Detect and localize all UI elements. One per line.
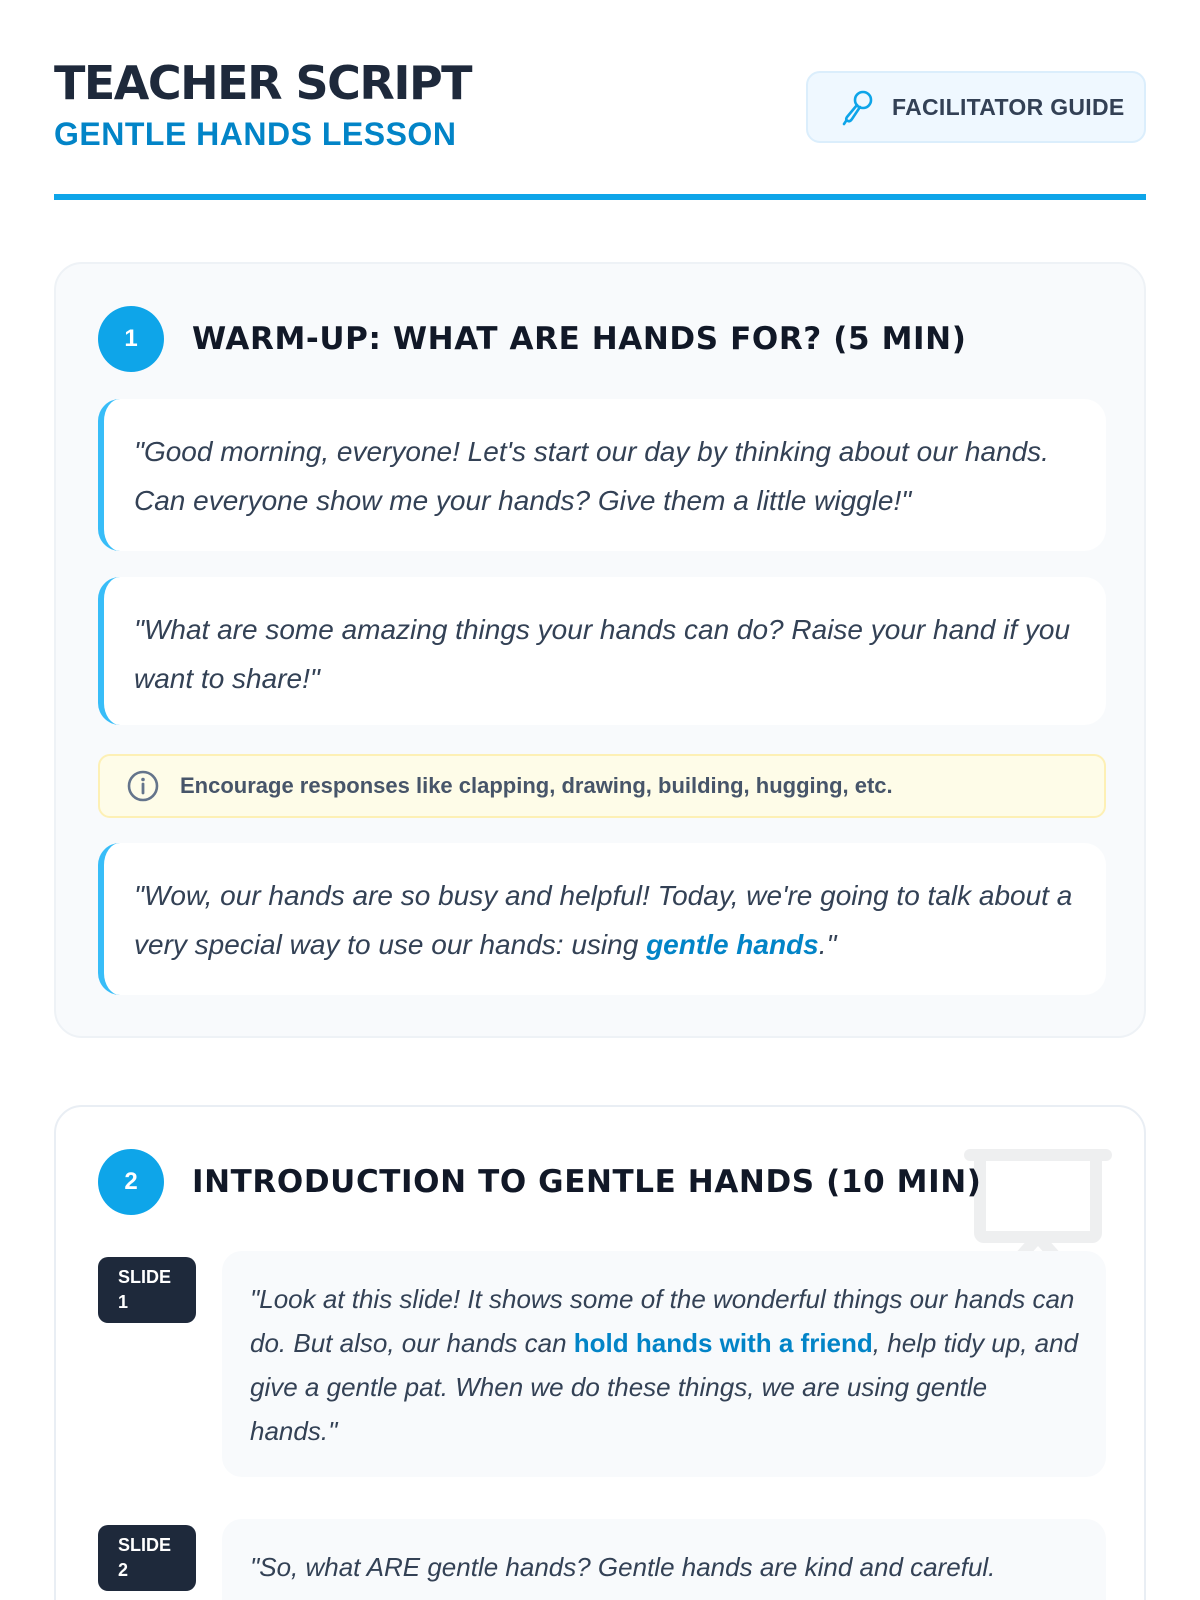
tip-text: Encourage responses like clapping, drawing, building, hugging, etc.: [180, 773, 893, 798]
facilitator-guide-badge: [806, 71, 1146, 143]
quote-text: "Look at this slide! It shows some of the wonderful things our hands can do. But also, our hands can: [250, 1284, 1075, 1358]
info-icon: [126, 769, 160, 803]
slide-tag: [98, 1525, 196, 1591]
teacher-tip: [98, 754, 1106, 818]
section-header: [98, 306, 967, 372]
slide-tag-word: SLIDE: [118, 1267, 172, 1287]
script-quote: [98, 843, 1106, 995]
section-warm-up: [54, 262, 1146, 1038]
page-header: [54, 0, 1146, 200]
section-title: INTRODUCTION TO GENTLE HANDS (10 MIN): [192, 1164, 982, 1200]
script-quote: "Good morning, everyone! Let's start our day by thinking about our hands. Can everyone show me your hands? Give them a little wiggle!": [98, 399, 1106, 551]
section-header: [98, 1149, 982, 1215]
slide-quote: [222, 1251, 1106, 1477]
slide-tag: [98, 1257, 196, 1323]
quote-text: , help tidy up, and give a gentle pat. When we do these things, we are using gentle hands.": [250, 1328, 1079, 1446]
slide-tag-number: 2: [118, 1560, 129, 1580]
slide-quote: "So, what ARE gentle hands? Gentle hands are kind and careful.: [222, 1519, 1106, 1600]
page-title: TEACHER SCRIPT: [54, 56, 472, 110]
quote-text: "Wow, our hands are so busy and helpful! Today, we're going to talk about a very special way to use our hands: using: [134, 880, 1073, 960]
section-title: WARM-UP: WHAT ARE HANDS FOR? (5 MIN): [192, 321, 967, 357]
microphone-icon: [838, 87, 878, 127]
step-number-badge: 2: [98, 1149, 164, 1215]
page-subtitle: GENTLE HANDS LESSON: [54, 116, 457, 152]
highlight-hold-hands: hold hands with a friend: [573, 1328, 873, 1358]
script-quote: "What are some amazing things your hands can do? Raise your hand if you want to share!": [98, 577, 1106, 725]
quote-text: .": [818, 929, 837, 960]
step-number-badge: 1: [98, 306, 164, 372]
highlight-gentle-hands: gentle hands: [646, 929, 819, 960]
facilitator-guide-label: FACILITATOR GUIDE: [892, 93, 1125, 120]
section-introduction: [54, 1105, 1146, 1600]
slide-tag-word: SLIDE: [118, 1535, 172, 1555]
slide-tag-number: 1: [118, 1292, 129, 1312]
